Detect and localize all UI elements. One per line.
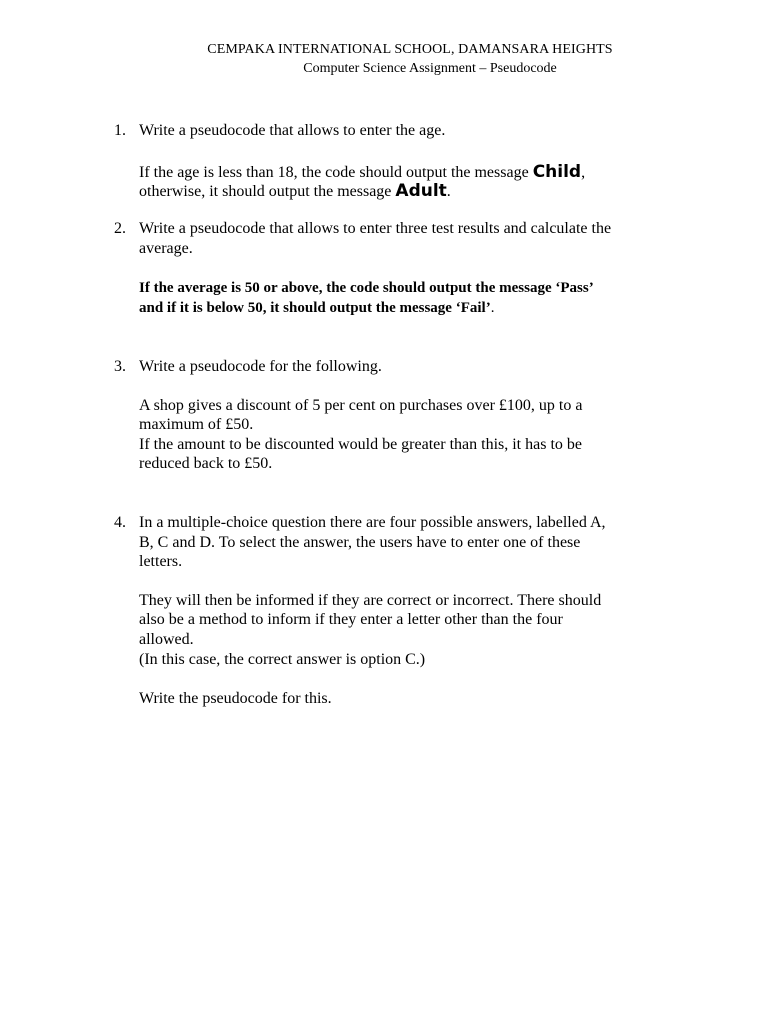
question-3-number: 3. <box>114 358 126 375</box>
question-4-line-3: letters. <box>139 553 183 570</box>
question-2-number: 2. <box>114 220 126 237</box>
question-4-number: 4. <box>114 514 126 531</box>
text: and if it is below 50, it should output the message ‘Fail’ <box>139 300 491 316</box>
question-3-line-2: A shop gives a discount of 5 per cent on purchases over £100, up to a <box>139 397 583 414</box>
question-3-line-1: Write a pseudocode for the following. <box>139 358 382 375</box>
question-1-line-1: Write a pseudocode that allows to enter the age. <box>139 122 446 139</box>
question-4-line-8: Write the pseudocode for this. <box>139 690 332 707</box>
question-4-line-7: (In this case, the correct answer is option C.) <box>139 651 426 668</box>
adult-keyword: Adult <box>395 181 447 201</box>
question-1-line-2 <box>139 162 585 182</box>
question-1-line-3 <box>139 181 451 201</box>
text: , <box>581 164 586 181</box>
question-3-line-5: reduced back to £50. <box>139 455 273 472</box>
question-4-line-4: They will then be informed if they are correct or incorrect. There should <box>139 592 602 609</box>
question-1-number: 1. <box>114 122 126 139</box>
question-2-line-2: average. <box>139 240 193 257</box>
question-2-line-1: Write a pseudocode that allows to enter three test results and calculate the <box>139 220 612 237</box>
question-4-line-6: allowed. <box>139 631 194 648</box>
text: If the age is less than 18, the code should output the message <box>139 164 533 181</box>
question-4-line-5: also be a method to inform if they enter a letter other than the four <box>139 611 563 628</box>
question-3-line-3: maximum of £50. <box>139 416 254 433</box>
child-keyword: Child <box>532 162 582 182</box>
question-2-line-3: If the average is 50 or above, the code should output the message ‘Pass’ <box>139 280 594 296</box>
text: otherwise, it should output the message <box>139 183 396 200</box>
question-3-line-4: If the amount to be discounted would be greater than this, it has to be <box>139 436 582 453</box>
question-2-line-4 <box>139 300 494 317</box>
assignment-title: Computer Science Assignment – Pseudocode <box>303 61 557 76</box>
question-4-line-2: B, C and D. To select the answer, the users have to enter one of these <box>139 534 581 551</box>
school-name: CEMPAKA INTERNATIONAL SCHOOL, DAMANSARA HEIGHTS <box>207 42 613 57</box>
text: . <box>446 183 451 200</box>
text: . <box>490 300 495 316</box>
question-4-line-1: In a multiple-choice question there are four possible answers, labelled A, <box>139 514 606 531</box>
